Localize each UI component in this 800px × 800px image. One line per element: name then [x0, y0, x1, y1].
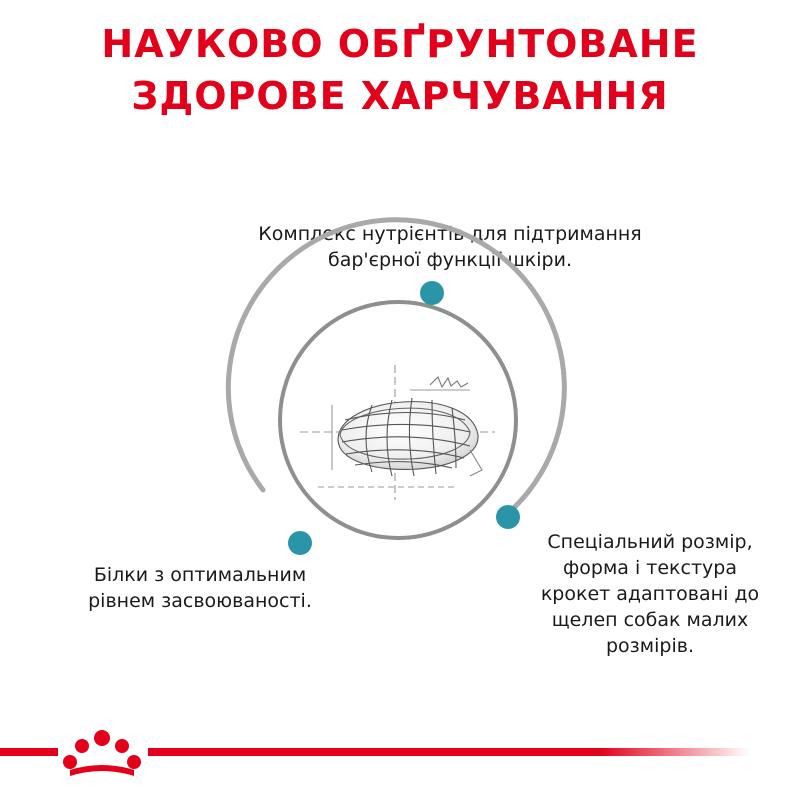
footer-brand-bar — [0, 700, 800, 800]
royal-canin-crown-logo — [63, 730, 141, 776]
feature-skin-barrier-line-2: бар'єрної функції шкіри. — [327, 249, 572, 271]
headline-line-2: ЗДОРОВЕ ХАРЧУВАННЯ — [131, 74, 669, 118]
feature-kibble-size-line-4: щелеп собак малих — [551, 609, 749, 631]
callout-dot-left — [288, 531, 312, 555]
kibble-sketch-icon — [300, 365, 495, 500]
feature-protein-line-1: Білки з оптимальним — [93, 564, 307, 586]
headline-line-1: НАУКОВО ОБҐРУНТОВАНЕ — [101, 22, 699, 66]
callout-dot-right — [496, 505, 520, 529]
feature-kibble-size-line-5: розмірів. — [606, 635, 694, 657]
feature-skin-barrier-line-1: Комплекс нутрієнтів для підтримання — [258, 223, 642, 245]
callout-dot-top — [420, 281, 444, 305]
feature-kibble-size-line-2: форма і текстура — [563, 557, 737, 579]
feature-kibble-size-line-1: Спеціальний розмір, — [547, 531, 753, 553]
feature-protein-line-2: рівнем засвоюваності. — [88, 590, 312, 612]
outer-ring-arc — [228, 220, 564, 520]
red-stripe-left — [0, 748, 58, 756]
feature-kibble-size-line-3: крокет адаптовані до — [540, 583, 760, 605]
red-stripe-right — [148, 748, 750, 756]
